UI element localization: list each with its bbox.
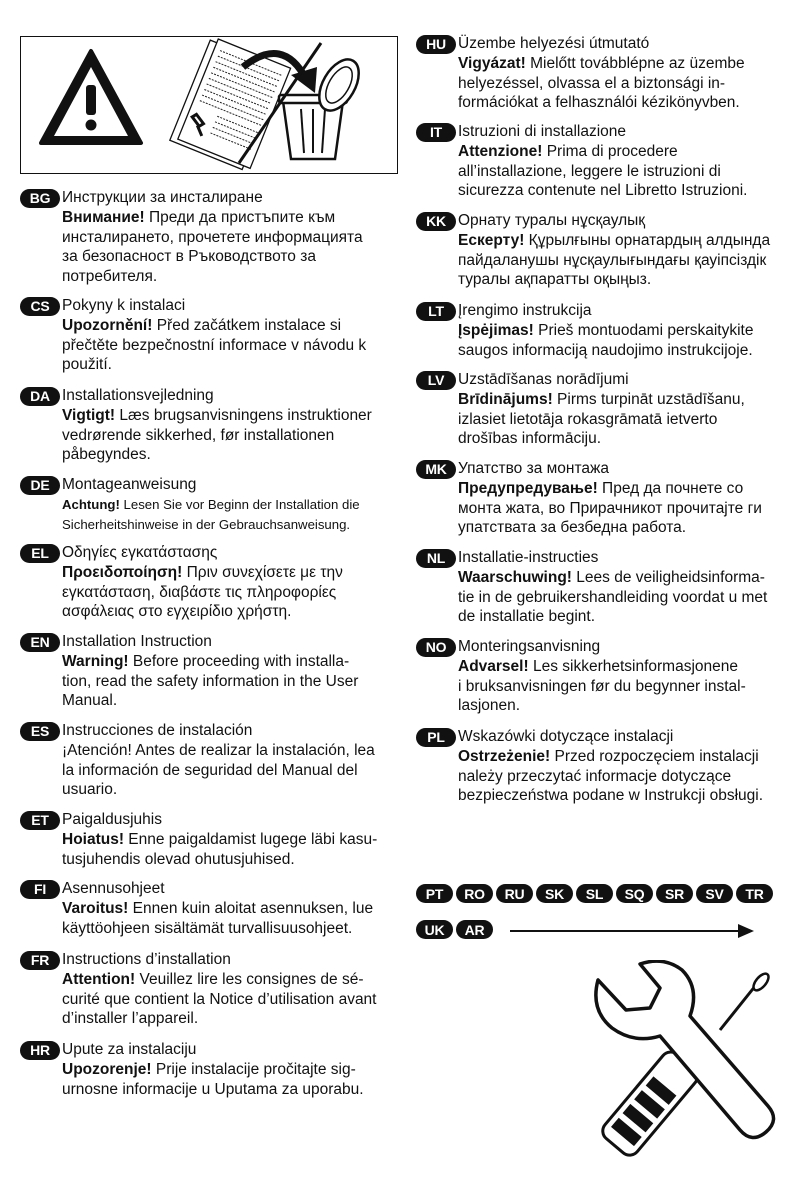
section-nl: NL Installatie-instructies Waarschuwing! Lees de veiligheidsinforma- tie in de gebruikershandleiding voordat u met de installatie begint. [416,548,796,627]
section-et: ET Paigaldusjuhis Hoiatus! Enne paigaldamist lugege läbi kasu- tusjuhendis olevad ohutusjuhised. [20,810,398,869]
section-it: IT Istruzioni di installazione Attenzione! Prima di procedere all’installazione, leggere le istruzioni di sicurezza contenute nel Libretto Istruzioni. [416,122,796,201]
lang-badge-es: ES [20,722,60,741]
section-mk: MK Упатство за монтажа Предупредување! Пред да почнете со монта жата, во Прирачникот прочитајте ги упатствата за безбедна работа. [416,459,796,538]
warning-illustration-svg [21,37,396,172]
section-pl: PL Wskazówki dotyczące instalacji Ostrzeżenie! Przed rozpoczęciem instalacji należy przeczytać informacje dotyczące bezpieczeństwa podane w Instrukcji obsługi. [416,727,796,806]
warning-label: Achtung! [62,497,120,512]
language-badges-row-2 [416,920,493,939]
section-title: Wskazówki dotyczące instalacji [458,728,674,745]
lang-badge-hr: HR [20,1041,60,1060]
warning-label: Brīdinājums! [458,391,553,408]
section-hu: HU Üzembe helyezési útmutató Vigyázat! Mielőtt továbblépne az üzembe helyezéssel, olvassa el a biztonsági in- formációkat a felhasználói kézikönyvben. [416,34,796,113]
lang-badge-sr: SR [656,884,693,903]
lang-badge-el: EL [20,544,60,563]
warning-label: Advarsel! [458,658,529,675]
section-el: EL Οδηγίες εγκατάστασης Προειδοποίηση! Πριν συνεχίσετε με την εγκατάσταση, διαβάστε τις πληροφορίες ασφάλειας στο εγχειρίδιο χρήστη. [20,543,398,622]
lang-badge-de: DE [20,476,60,495]
lang-badge-fi: FI [20,880,60,899]
section-title: Упатство за монтажа [458,460,609,477]
section-da: DA Installationsvejledning Vigtigt! Læs brugsanvisningens instruktioner vedrørende sikkerhed, før installationen påbegyndes. [20,386,398,465]
section-title: Οδηγίες εγκατάστασης [62,544,218,561]
section-title: Installatie-instructies [458,549,599,566]
warning-label: Предупредување! [458,480,598,497]
section-no: NO Monteringsanvisning Advarsel! Les sikkerhetsinformasjonene i bruksanvisningen før du begynner instal- lasjonen. [416,637,796,716]
lang-badge-uk: UK [416,920,453,939]
section-de: DE Montageanweisung Achtung! Lesen Sie vor Beginn der Installation die Sicherheitshinweise in der Gebrauchsanweisung. [20,475,398,534]
warning-label: Внимание! [62,209,145,226]
lang-badge-ar: AR [456,920,493,939]
warning-label: Upozornění! [62,317,153,334]
section-es: ES Instrucciones de instalación ¡Atención! Antes de realizar la instalación, lea la información de seguridad del Manual del usuario. [20,721,398,800]
lang-badge-sl: SL [576,884,613,903]
lang-badge-mk: MK [416,460,456,479]
warning-label: Hoiatus! [62,831,124,848]
section-title: Asennusohjeet [62,880,165,897]
safety-warning-illustration [20,36,398,174]
warning-label: Προειδοποίηση! [62,564,183,581]
section-title: Instrucciones de instalación [62,722,253,739]
warning-label: Attenzione! [458,143,543,160]
lang-badge-pt: PT [416,884,453,903]
warning-triangle-icon [41,51,141,143]
lang-badge-hu: HU [416,35,456,54]
lang-badge-bg: BG [20,189,60,208]
lang-badge-da: DA [20,387,60,406]
warning-label: Vigyázat! [458,55,526,72]
warning-label: Waarschuwing! [458,569,572,586]
section-title: Installationsvejledning [62,387,214,404]
lang-badge-ru: RU [496,884,533,903]
section-cs: CS Pokyny k instalaci Upozornění! Před začátkem instalace si přečtěte bezpečnostní informace v návodu k použití. [20,296,398,375]
section-title: Upute za instalaciju [62,1041,197,1058]
section-hr: HR Upute za instalaciju Upozorenje! Prije instalacije pročitajte sig- urnosne informacije u Uputama za uporabu. [20,1040,398,1099]
section-title: Installation Instruction [62,633,212,650]
warning-label: Įspėjimas! [458,322,534,339]
lang-badge-sk: SK [536,884,573,903]
warning-label: Warning! [62,653,129,670]
section-lt: LT Įrengimo instrukcija Įspėjimas! Prieš montuodami perskaitykite saugos informaciją naudojimo instrukcijoje. [416,301,796,360]
lang-badge-sq: SQ [616,884,653,903]
trash-bin-icon [279,53,367,159]
lang-badge-pl: PL [416,728,456,747]
lang-badge-nl: NL [416,549,456,568]
warning-label: Ескерту! [458,232,525,249]
lang-badge-lt: LT [416,302,456,321]
section-title: Monteringsanvisning [458,638,601,655]
section-title: Орнату туралы нұсқаулық [458,212,646,229]
warning-label: Varoitus! [62,900,129,917]
section-title: Pokyny k instalaci [62,297,186,314]
manual-booklet-icon [170,37,291,172]
arrow-right-line [510,930,740,932]
lang-badge-ro: RO [456,884,493,903]
lang-badge-it: IT [416,123,456,142]
section-title: Инструкции за инсталиране [62,189,263,206]
lang-badge-kk: KK [416,212,456,231]
section-title: Uzstādīšanas norādījumi [458,371,629,388]
lang-badge-fr: FR [20,951,60,970]
section-lv: LV Uzstādīšanas norādījumi Brīdinājums! Pirms turpināt uzstādīšanu, izlasiet lietotāja rokasgrāmatā ietverto drošības informāciju. [416,370,796,449]
arrow-right-icon [738,924,754,938]
warning-label: Attention! [62,971,136,988]
section-title: Istruzioni di installazione [458,123,627,140]
warning-label: Upozorenje! [62,1061,152,1078]
lang-badge-lv: LV [416,371,456,390]
tools-icon [590,960,790,1175]
lang-badge-en: EN [20,633,60,652]
section-title: Instructions d’installation [62,951,231,968]
section-kk: KK Орнату туралы нұсқаулық Ескерту! Құрылғыны орнатардың алдында пайдаланушы нұсқаулығындағы қауіпсіздік туралы ақпаратты оқыңыз. [416,211,796,290]
section-bg: BG Инструкции за инсталиране Внимание! Преди да пристъпите към инсталирането, прочетете информацията за безопасност в Ръководството за потребителя. [20,188,398,286]
section-fr: FR Instructions d’installation Attention! Veuillez lire les consignes de sé- curité que contient la Notice d’utilisation avant d’installer l’appareil. [20,950,398,1029]
lang-badge-cs: CS [20,297,60,316]
section-en: EN Installation Instruction Warning! Before proceeding with installa- tion, read the safety information in the User Manual. [20,632,398,711]
warning-label: Vigtigt! [62,407,116,424]
lang-badge-no: NO [416,638,456,657]
section-title: Paigaldusjuhis [62,811,162,828]
warning-label: Ostrzeżenie! [458,748,551,765]
lang-badge-sv: SV [696,884,733,903]
section-fi: FI Asennusohjeet Varoitus! Ennen kuin aloitat asennuksen, lue käyttöohjeen sisältämät turvallisuusohjeet. [20,879,398,938]
language-badges-row-1 [416,884,773,903]
lang-badge-tr: TR [736,884,773,903]
section-title: Üzembe helyezési útmutató [458,35,650,52]
section-title: Montageanweisung [62,476,197,493]
section-title: Įrengimo instrukcija [458,302,592,319]
lang-badge-et: ET [20,811,60,830]
